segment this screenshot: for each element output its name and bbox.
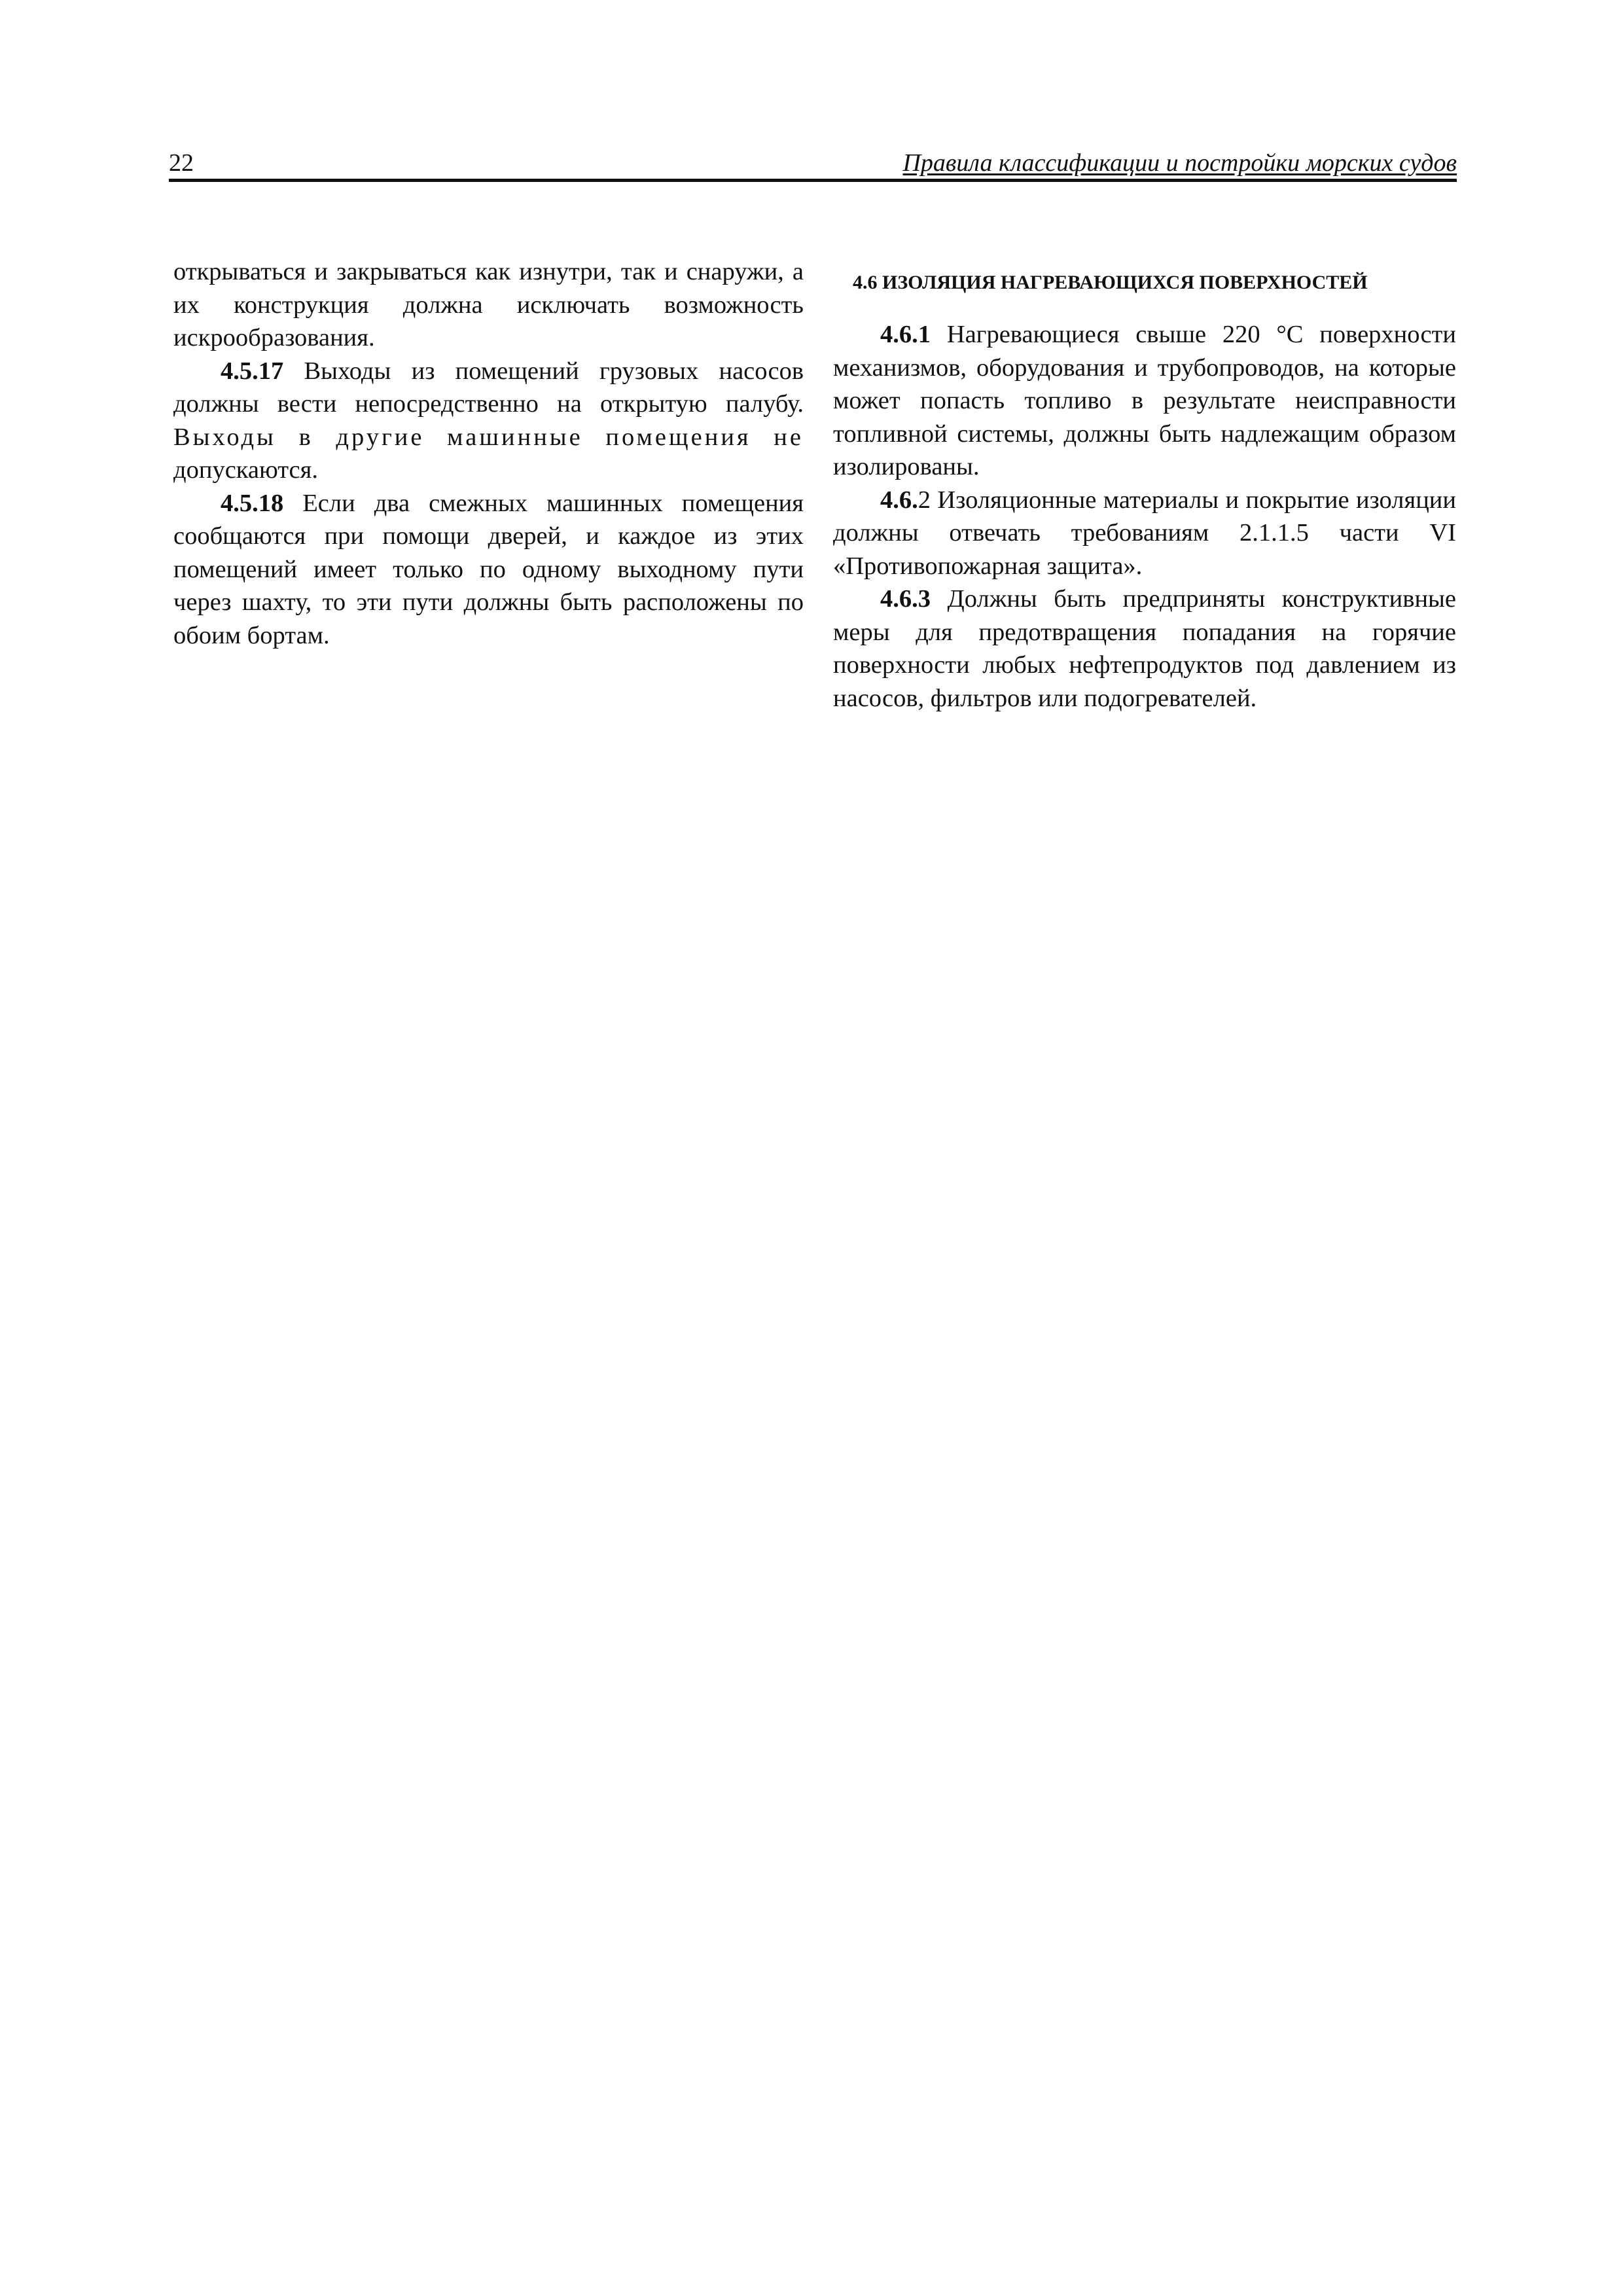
right-column (833, 255, 1456, 715)
clause-text: Если два смежных машинных помещения сообщаются при помощи дверей, и каждое из этих помещений имеет только по одному выходному пути через шахту, то эти пути должны быть расположены по обоим бортам. (173, 489, 804, 649)
clause-text: Нагревающиеся свыше 220 °С поверхности механизмов, оборудования и трубопроводов, на которые может попасть топливо в результате неисправности топливной системы, должны быть надлежащим образом изолированы. (833, 321, 1456, 480)
clause-text: Выходы из помещений грузовых насосов должны вести непосредственно на открытую палубу. (173, 357, 804, 418)
clause-number: 4.5.17 (221, 357, 284, 385)
paragraph-4-5-17 (173, 355, 804, 487)
clause-number-tail: 2 (918, 486, 931, 514)
clause-number: 4.6. (880, 486, 918, 514)
paragraph-4-5-18 (173, 487, 804, 653)
paragraph-4-6-1 (833, 318, 1456, 484)
page-header (169, 143, 1457, 182)
header-rule (169, 179, 1457, 182)
left-column (173, 255, 804, 652)
running-title: Правила классификации и постройки морских судов (902, 149, 1457, 177)
paragraph-continuation: открываться и закрываться как изнутри, так и снаружи, а их конструкция должна исключать возможность искрообразования. (173, 258, 804, 351)
paragraph-4-6-2 (833, 484, 1456, 583)
clause-text: Изоляционные материалы и покрытие изоляции должны отвечать требованиям 2.1.1.5 части VI «Противопожарная защита». (833, 486, 1456, 580)
clause-number: 4.6.1 (880, 321, 931, 348)
clause-text: Должны быть предприняты конструктивные меры для предотвращения попадания на горячие поверхности любых нефтепродуктов под давлением из насосов, фильтров или подогревателей. (833, 585, 1456, 712)
page-number: 22 (169, 149, 194, 177)
clause-text-end: допускаются. (173, 456, 318, 484)
clause-number: 4.6.3 (880, 585, 931, 613)
clause-number: 4.5.18 (221, 489, 284, 517)
section-heading: 4.6 ИЗОЛЯЦИЯ НАГРЕВАЮЩИХСЯ ПОВЕРХНОСТЕЙ (853, 272, 1368, 293)
paragraph-4-6-3 (833, 583, 1456, 715)
clause-text-spaced: Выходы в другие машинные помещения не (173, 423, 804, 451)
